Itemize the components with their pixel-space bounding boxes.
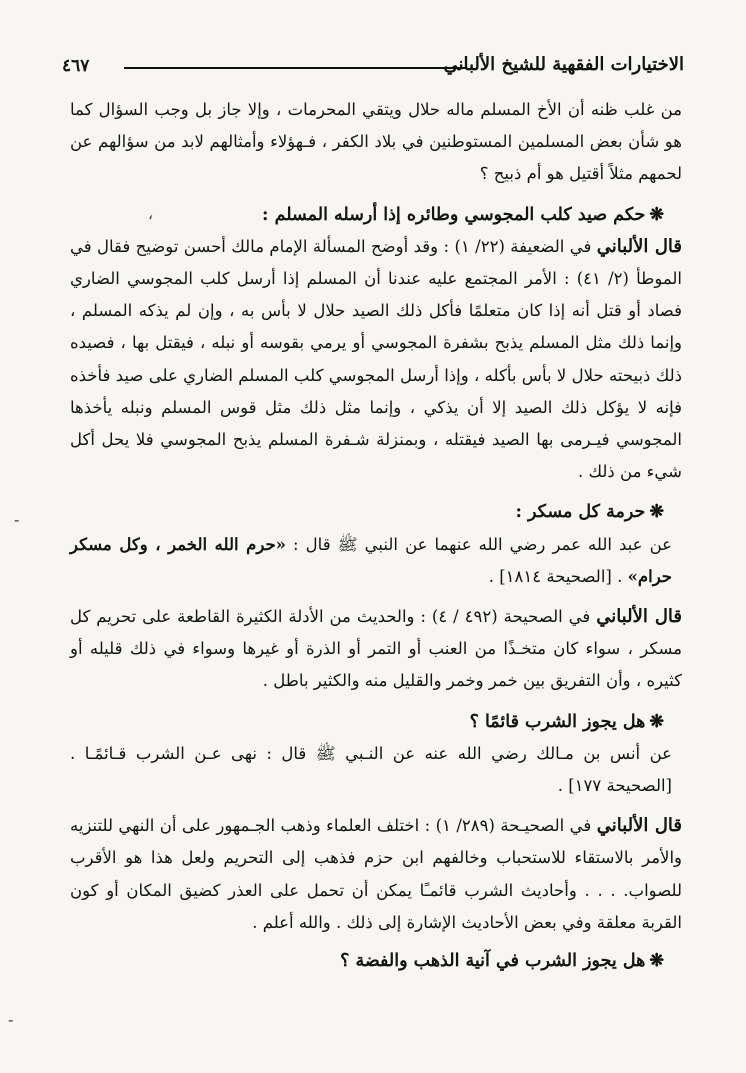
page-header [62, 50, 684, 84]
page-body [70, 94, 682, 977]
hadith-2: عن أنس بن مـالك رضي الله عنه عن النـبي ﷺ قال : نهى عـن الشرب قـائمًـا . [الصحيحة ١٧٧] . [70, 743, 672, 796]
hadith-quote: «حرم الله الخمر ، وكل مسكر حرام» [70, 534, 672, 586]
section-heading-4: ❋هل يجوز الشرب في آنية الذهب والفضة ؟ [340, 951, 664, 972]
paragraph-1: من غلب ظنه أن الأخ المسلم ماله حلال ويتقي المحرمات ، وإلا جاز بل وجب السؤال كما هو شأن بعض المسلمين المستوطنين في بلاد الكفر ، فـهؤلاء وأمثالهم لابد من سؤالهم عن لحمهم مثلاً أقتيل هو أم ذبيح ؟ [70, 100, 682, 184]
page-number: ٤٦٧ [62, 56, 90, 76]
scan-dash-mark: - [8, 1010, 14, 1029]
scan-dash-mark: - [14, 510, 20, 529]
paragraph-4: قال الألباني في الصحيـحة (٢٨٩/ ١) : اختلف العلماء وذهب الجـمهور على أن النهي للتنزيه والأمر بالاستقاء للاستحباب وخالفهم ابن حزم فذهب إلى التحريم ولعل هذا هو الأقرب للصواب. . . . وأحاديث الشرب قائمـًا يمكن أن تحمل على العذر كضيق المكان أو كون القربة معلقة وفي بعض الأحاديث الإشارة إلى ذلك . والله أعلم . [70, 815, 682, 932]
scan-speck-mark: ʻ [148, 212, 154, 231]
star-ornament-icon: ❋ [649, 951, 664, 972]
section-heading-1: ❋حكم صيد كلب المجوسي وطائره إذا أرسله المسلم : [262, 204, 664, 225]
star-ornament-icon: ❋ [649, 502, 664, 523]
speaker-label: قال الألباني [596, 235, 682, 257]
star-ornament-icon: ❋ [649, 711, 664, 732]
speaker-label: قال الألباني [596, 815, 682, 837]
running-title: الاختيارات الفقهية للشيخ الألباني [443, 54, 684, 75]
paragraph-2: قال الألباني في الضعيفة (٢٢/ ١) : وقد أوضح المسألة الإمام مالك أحسن توضيح فقال في الموطأ (٢/ ٤١) : الأمر المجتمع عليه عندنا أن المسلم إذا أرسل كلب المجوسي الضاري فصاد أو قتل أنه إذا كان متعلمًا فأكل ذلك الصيد حلال لا بأس به ، وإن لم يذكه المسلم ، وإنما ذلك مثل المسلم يذبح بشفرة المجوسي أو يرمي بقوسه أو نبله ، فيقتل بها ، فصيده ذلك ذبيحته حلال لا بأس بأكله ، وإذا أرسل المجوسي كلب المسلم الضاري على صيد فأخذه فإنه لا يؤكل ذلك الصيد إلا أن يذكي ، وإنما مثل ذلك مثل قوس المسلم ونبله يأخذها المجوسي فيـرمى بها الصيد فيقتله ، وبمنزلة شـفرة المسلم يذبح المجوسي فلا يحل أكل شيء من ذلك . [70, 235, 682, 482]
section-heading-3: ❋هل يجوز الشرب قائمًا ؟ [469, 711, 664, 732]
star-ornament-icon: ❋ [649, 204, 664, 225]
speaker-label: قال الألباني [596, 606, 682, 628]
hadith-1: عن عبد الله عمر رضي الله عنهما عن النبي ﷺ قال : «حرم الله الخمر ، وكل مسكر حرام» . [الصحيحة ١٨١٤] . [70, 534, 672, 586]
header-rule [124, 67, 466, 69]
section-heading-2: ❋حرمة كل مسكر : [515, 502, 664, 523]
paragraph-3: قال الألباني في الصحيحة (٤٩٢ / ٤) : والحديث من الأدلة الكثيرة القاطعة على تحريم كل مسكر ، سواء كان متخـذًا من العنب أو التمر أو الذرة أو غيرها وسواء في ذلك قليله أو كثيره ، وأن التفريق بين خمر وخمر والقليل منه والكثير باطل . [70, 606, 682, 691]
